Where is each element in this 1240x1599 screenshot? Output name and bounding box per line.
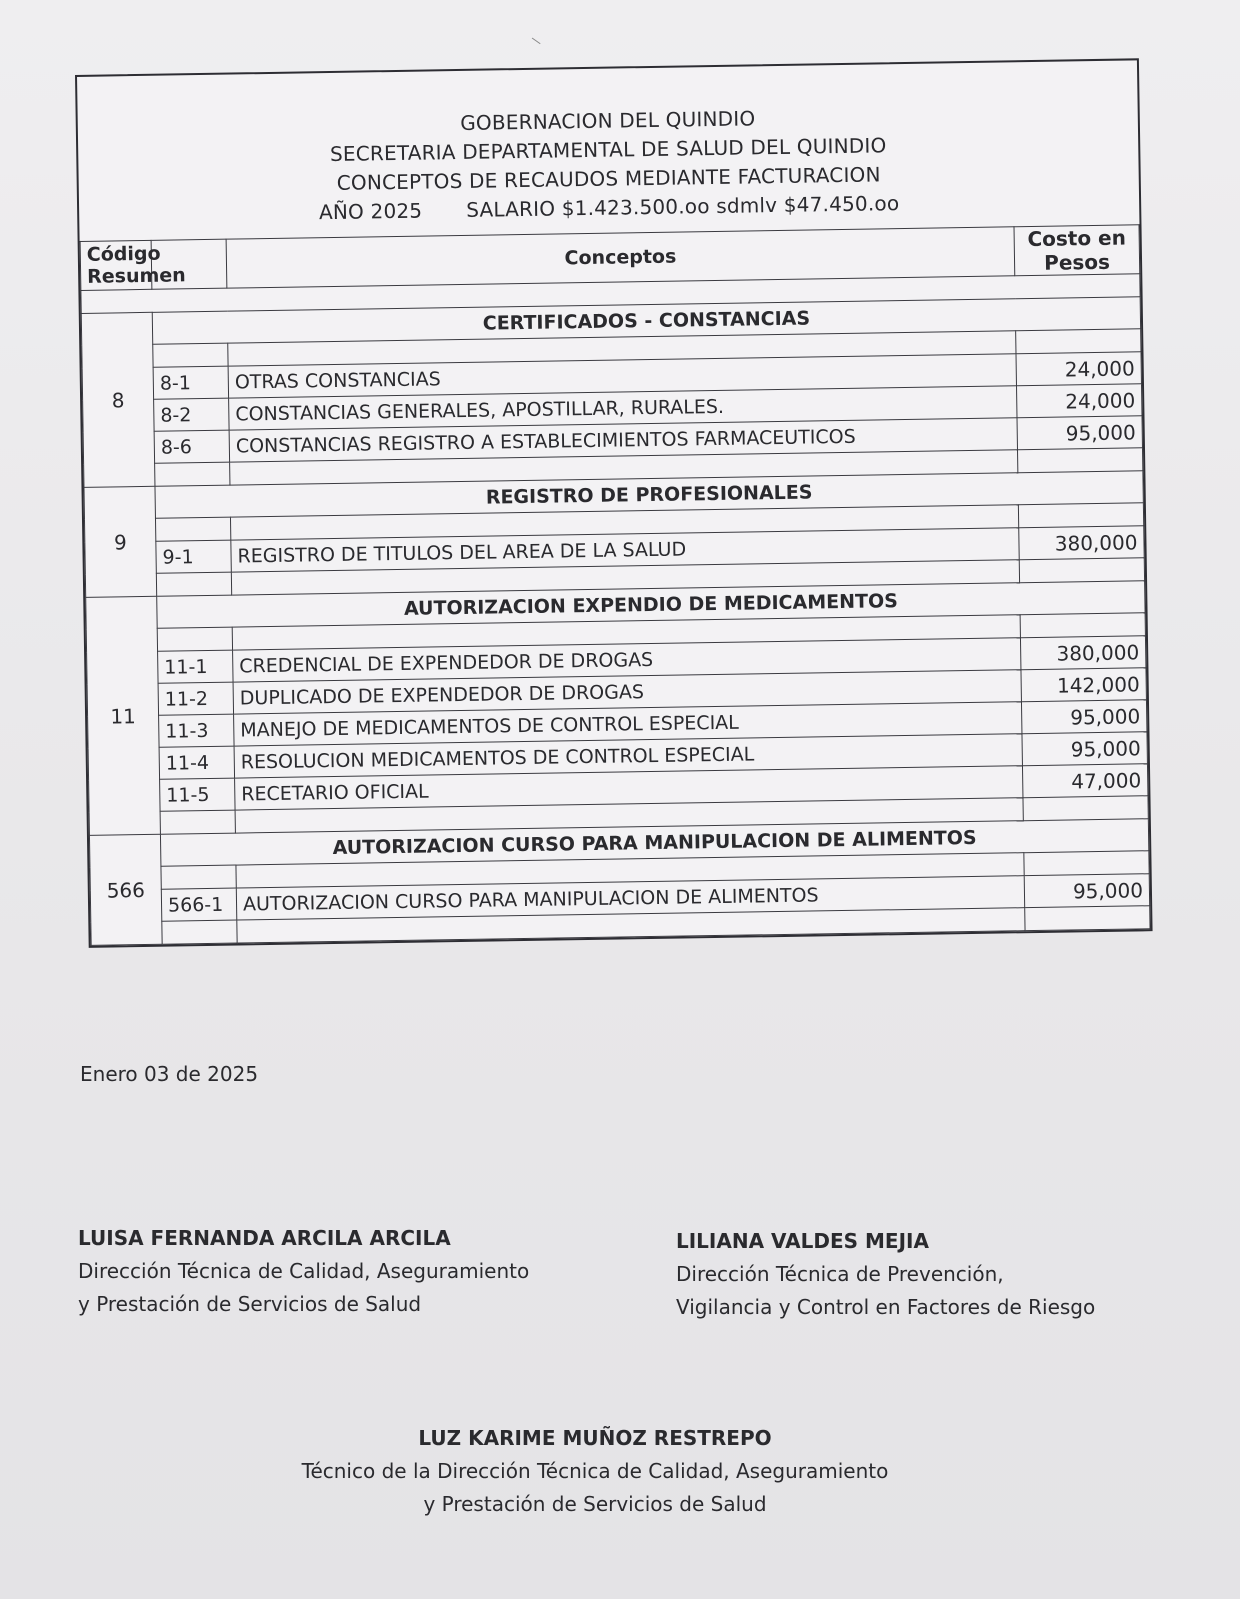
section-title: REGISTRO DE PROFESIONALES (155, 471, 1143, 519)
blank-cell (1018, 503, 1143, 528)
concept: CREDENCIAL DE EXPENDEDOR DE DROGAS (233, 638, 1021, 682)
column-header-code: Código Resumen (80, 240, 152, 290)
sub-code: 9-1 (156, 540, 231, 573)
signer-name: LILIANA VALDES MEJIA (676, 1229, 929, 1253)
blank-cell (1020, 613, 1145, 638)
cost: 24,000 (1016, 384, 1141, 418)
concept: RECETARIO OFICIAL (235, 766, 1023, 810)
signer-role-line2: y Prestación de Servicios de Salud (423, 1492, 767, 1516)
group-code: 8 (81, 312, 155, 487)
signer-name: LUISA FERNANDA ARCILA ARCILA (78, 1226, 451, 1250)
blank-cell (153, 343, 228, 367)
signer-role-line1: Dirección Técnica de Calidad, Aseguramiento (78, 1259, 530, 1283)
cost: 47,000 (1022, 764, 1147, 798)
concept: CONSTANCIAS GENERALES, APOSTILLAR, RURALES. (229, 386, 1017, 430)
header-secretariat: SECRETARIA DEPARTAMENTAL DE SALUD DEL QUINDIO (329, 133, 887, 167)
blank-cell (155, 462, 230, 486)
signer-name: LUZ KARIME MUÑOZ RESTREPO (418, 1426, 772, 1450)
blank-cell (1016, 329, 1141, 354)
concept: AUTORIZACION CURSO PARA MANIPULACION DE ALIMENTOS (236, 876, 1024, 920)
sub-code: 11-3 (159, 714, 234, 747)
cost: 95,000 (1022, 732, 1147, 766)
group-code: 11 (86, 596, 161, 835)
blank-cell (1025, 906, 1150, 931)
concept: REGISTRO DE TITULOS DEL AREA DE LA SALUD (231, 528, 1019, 572)
section-title: AUTORIZACION EXPENDIO DE MEDICAMENTOS (157, 581, 1145, 629)
table-body (81, 274, 1150, 946)
header-concepts: CONCEPTOS DE RECAUDOS MEDIANTE FACTURACION (336, 162, 881, 195)
concept: RESOLUCION MEDICAMENTOS DE CONTROL ESPECIAL (234, 734, 1022, 778)
document-date: Enero 03 de 2025 (80, 1062, 259, 1086)
sub-code: 11-5 (160, 778, 235, 811)
group-code: 566 (89, 834, 162, 945)
sub-code: 566-1 (161, 888, 236, 921)
document-header (77, 60, 1139, 241)
signer-role-line2: Vigilancia y Control en Factores de Riesgo (676, 1295, 1096, 1319)
concept: OTRAS CONSTANCIAS (228, 354, 1016, 398)
section-title: AUTORIZACION CURSO PARA MANIPULACION DE ALIMENTOS (160, 819, 1148, 867)
fee-table-document (75, 58, 1153, 948)
cost: 24,000 (1016, 352, 1141, 386)
signer-role-line1: Técnico de la Dirección Técnica de Calidad, Aseguramiento (301, 1459, 889, 1483)
concept: DUPLICADO DE EXPENDEDOR DE DROGAS (233, 670, 1021, 714)
cost: 380,000 (1019, 526, 1144, 560)
blank-cell (1024, 851, 1149, 876)
sub-code: 8-1 (153, 366, 228, 399)
blank-cell (162, 920, 237, 944)
blank-cell (155, 517, 230, 541)
header-salary: SALARIO $1.423.500.oo sdmlv $47.450.oo (466, 191, 900, 222)
signature-block-3 (295, 1422, 895, 1521)
pen-mark (529, 38, 540, 48)
blank-cell (1023, 796, 1148, 821)
signer-role-line1: Dirección Técnica de Prevención, (676, 1262, 1004, 1286)
cost: 95,000 (1017, 416, 1142, 450)
concept: CONSTANCIAS REGISTRO A ESTABLECIMIENTOS FARMACEUTICOS (229, 418, 1017, 462)
blank-cell (161, 865, 236, 889)
fees-table (80, 224, 1151, 946)
cost: 95,000 (1024, 874, 1149, 908)
blank-cell (157, 627, 232, 651)
blank-cell (1018, 448, 1143, 473)
section-title: CERTIFICADOS - CONSTANCIAS (152, 297, 1140, 345)
blank-cell (156, 572, 231, 596)
signature-block-2 (676, 1225, 1095, 1324)
sub-code: 8-6 (154, 430, 229, 463)
cost: 380,000 (1020, 636, 1145, 670)
cost: 142,000 (1021, 668, 1146, 702)
header-government: GOBERNACION DEL QUINDIO (460, 106, 756, 135)
sub-code: 11-4 (159, 746, 234, 779)
sub-code: 11-2 (158, 682, 233, 715)
signature-block-1 (78, 1222, 529, 1321)
sub-code: 11-1 (158, 650, 233, 683)
cost: 95,000 (1021, 700, 1146, 734)
concept: MANEJO DE MEDICAMENTOS DE CONTROL ESPECIAL (234, 702, 1022, 746)
sub-code: 8-2 (154, 398, 229, 431)
signer-role-line2: y Prestación de Servicios de Salud (78, 1292, 422, 1316)
header-year: AÑO 2025 (318, 198, 423, 225)
blank-cell (160, 810, 235, 834)
column-header-cost: Costo en Pesos (1014, 225, 1140, 276)
group-code: 9 (84, 486, 157, 597)
column-header-concepts: Conceptos (226, 227, 1015, 288)
blank-cell (1019, 558, 1144, 583)
